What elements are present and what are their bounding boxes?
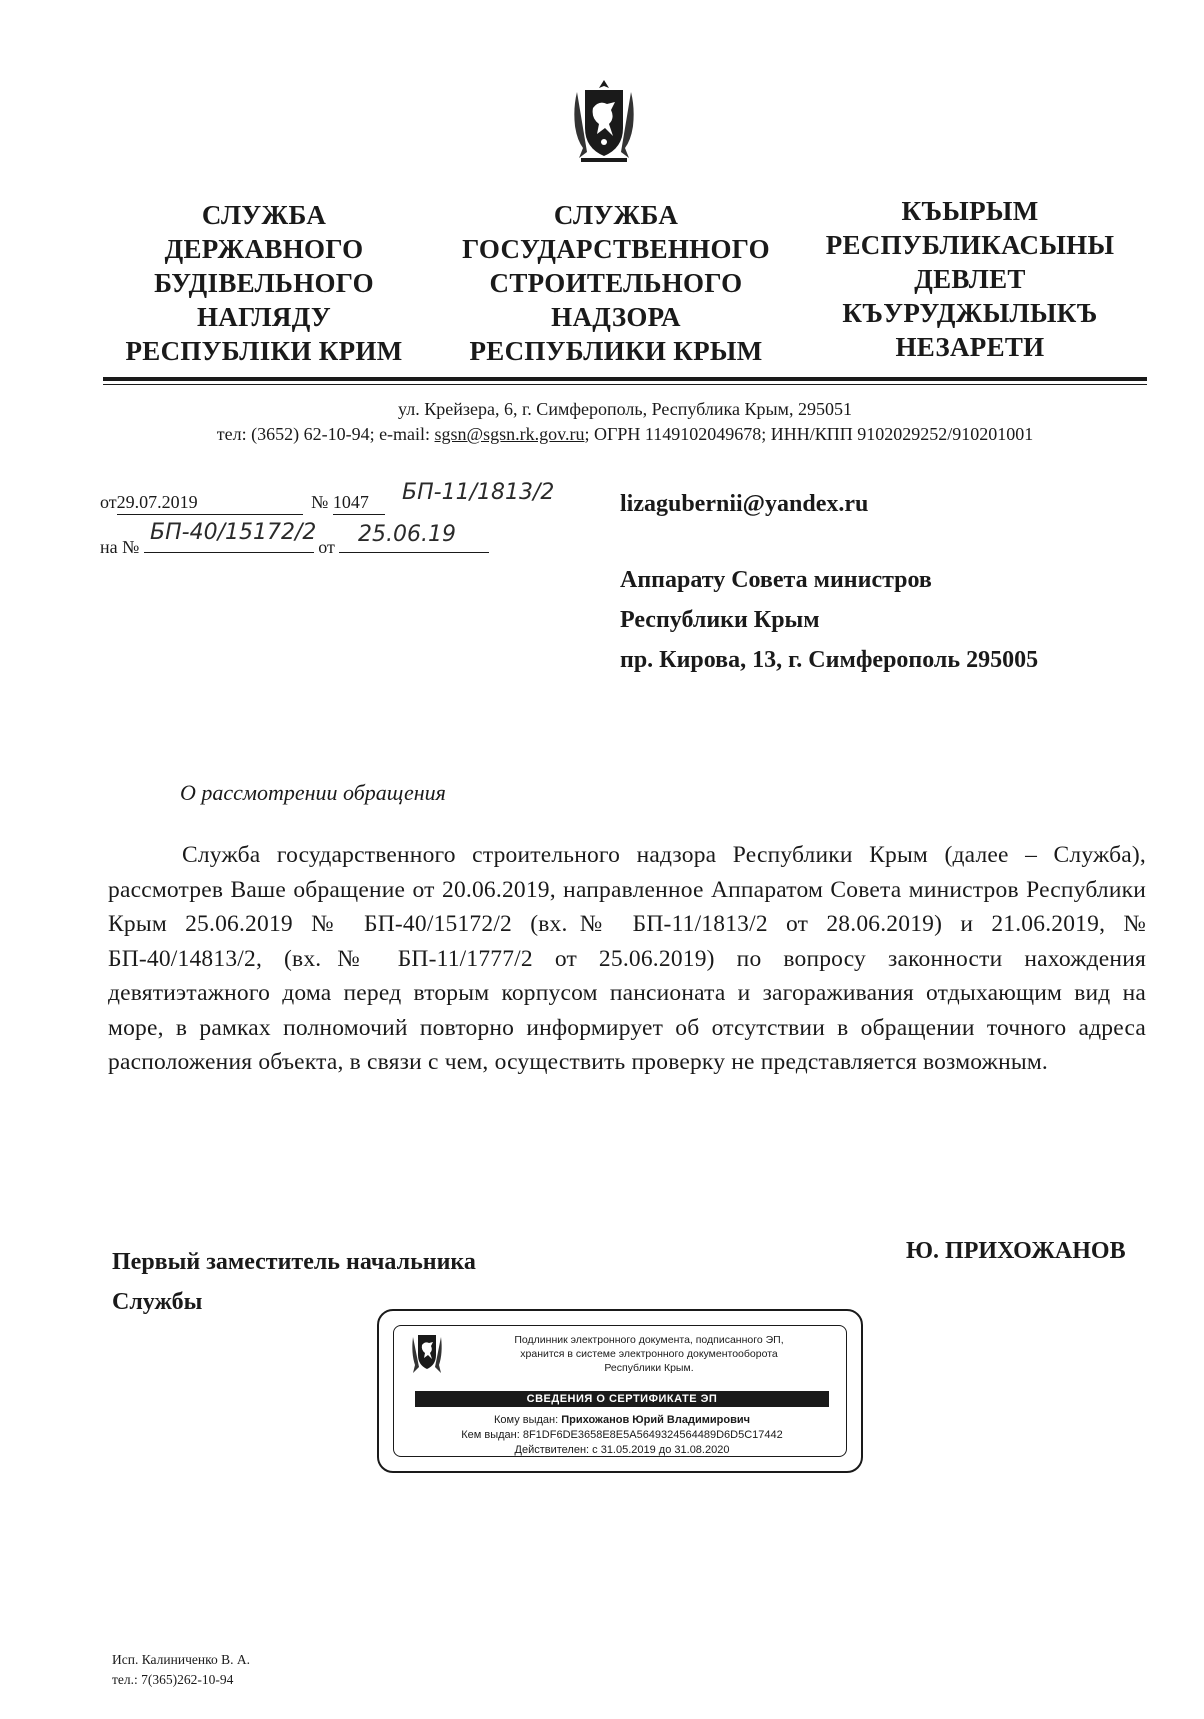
issuer-serial: 8F1DF6DE3658E8E5A5649324564489D6D5C17442	[522, 1429, 783, 1441]
from-label: от	[100, 492, 117, 512]
executor-name: Исп. Калиниченко В. А.	[112, 1652, 250, 1667]
outgoing-number: 1047	[333, 490, 385, 515]
letter-body: Служба государственного строительного надзора Республики Крым (далее – Служба), рассмотрев Ваше обращение от 20.06.2019, направленное Аппаратом Совета министров Республики Крым 25.06.2019 № БП-40/15172/2 (вх.№ БП-11/1813/2 от 28.06.2019) и 21.06.2019, № БП-40/14813/2, (вх.№ БП-11/1777/2 от 25.06.2019) по вопросу законности нахождения девятиэтажного дома перед вторым корпусом пансионата и загораживания отдыхающим вид на море, в рамках полномочий повторно информирует об отсутствии в обращении точного адреса расположения объекта, в связи с чем, осуществить проверку не представляется возможным.	[108, 842, 1146, 1075]
signatory-title-line-2: Службы	[112, 1289, 203, 1315]
certificate-header: СВЕДЕНИЯ О СЕРТИФИКАТЕ ЭП	[415, 1391, 829, 1407]
ref-label: на №	[100, 537, 140, 557]
outgoing-date: 29.07.2019	[117, 490, 303, 515]
recipient-line-1: Аппарату Совета министров	[620, 567, 932, 593]
signatory-title-line-1: Первый заместитель начальника	[112, 1249, 476, 1275]
signatory-name: Ю. ПРИХОЖАНОВ	[906, 1238, 1126, 1264]
certificate-validity: Действителен: с 31.05.2019 до 31.08.2020	[514, 1444, 730, 1456]
issuer-label: Кем выдан:	[461, 1429, 523, 1441]
e-signature-stamp	[377, 1309, 863, 1473]
owner-label: Кому выдан:	[494, 1414, 562, 1426]
executor-info	[112, 1650, 250, 1690]
ref-date-label: от	[318, 537, 335, 557]
handwritten-ref-date: 25.06.19	[358, 522, 456, 547]
registry-text: ; ОГРН 1149102049678; ИНН/КПП 9102029252/910201001	[584, 424, 1034, 444]
recipient-address: пр. Кирова, 13, г. Симферополь 295005	[620, 647, 1039, 673]
crimea-coat-of-arms-icon	[409, 1331, 445, 1375]
owner-name: Прихожанов Юрий Владимирович	[561, 1414, 750, 1426]
header-crimean-tatar: КЪЫРЫМ РЕСПУБЛИКАСЫНЫ ДЕВЛЕТ КЪУРУДЖЫЛЫКЪ НЕЗАРЕТИ	[825, 196, 1115, 362]
header-divider	[103, 377, 1147, 381]
header-ukrainian: СЛУЖБА ДЕРЖАВНОГО БУДІВЕЛЬНОГО НАГЛЯДУ РЕСПУБЛІКИ КРИМ	[125, 200, 403, 366]
crimea-coat-of-arms-icon	[565, 78, 643, 162]
letter-subject: О рассмотрении обращения	[180, 780, 446, 805]
handwritten-ref-number: БП-40/15172/2	[150, 520, 317, 545]
certificate-issuer	[415, 1428, 829, 1443]
number-label: №	[311, 492, 329, 512]
certificate-owner	[415, 1413, 829, 1428]
stamp-note: Подлинник электронного документа, подписанного ЭП, хранится в системе электронного документооборота Республики Крым.	[514, 1334, 784, 1374]
address-line: ул. Крейзера, 6, г. Симферополь, Республика Крым, 295051	[398, 399, 852, 419]
header-divider-thin	[103, 384, 1147, 385]
outgoing-registration	[100, 490, 385, 515]
phone-text: тел: (3652) 62-10-94; e-mail:	[216, 424, 435, 444]
contact-line	[100, 421, 1150, 447]
recipient-email: lizagubernii@yandex.ru	[620, 491, 869, 517]
handwritten-number: БП-11/1813/2	[402, 480, 555, 505]
executor-phone: тел.: 7(365)262-10-94	[112, 1672, 234, 1687]
recipient-line-2: Республики Крым	[620, 607, 820, 633]
header-russian: СЛУЖБА ГОСУДАРСТВЕННОГО СТРОИТЕЛЬНОГО НАДЗОРА РЕСПУБЛИКИ КРЫМ	[462, 200, 770, 366]
email-link[interactable]: sgsn@sgsn.rk.gov.ru	[434, 424, 585, 444]
